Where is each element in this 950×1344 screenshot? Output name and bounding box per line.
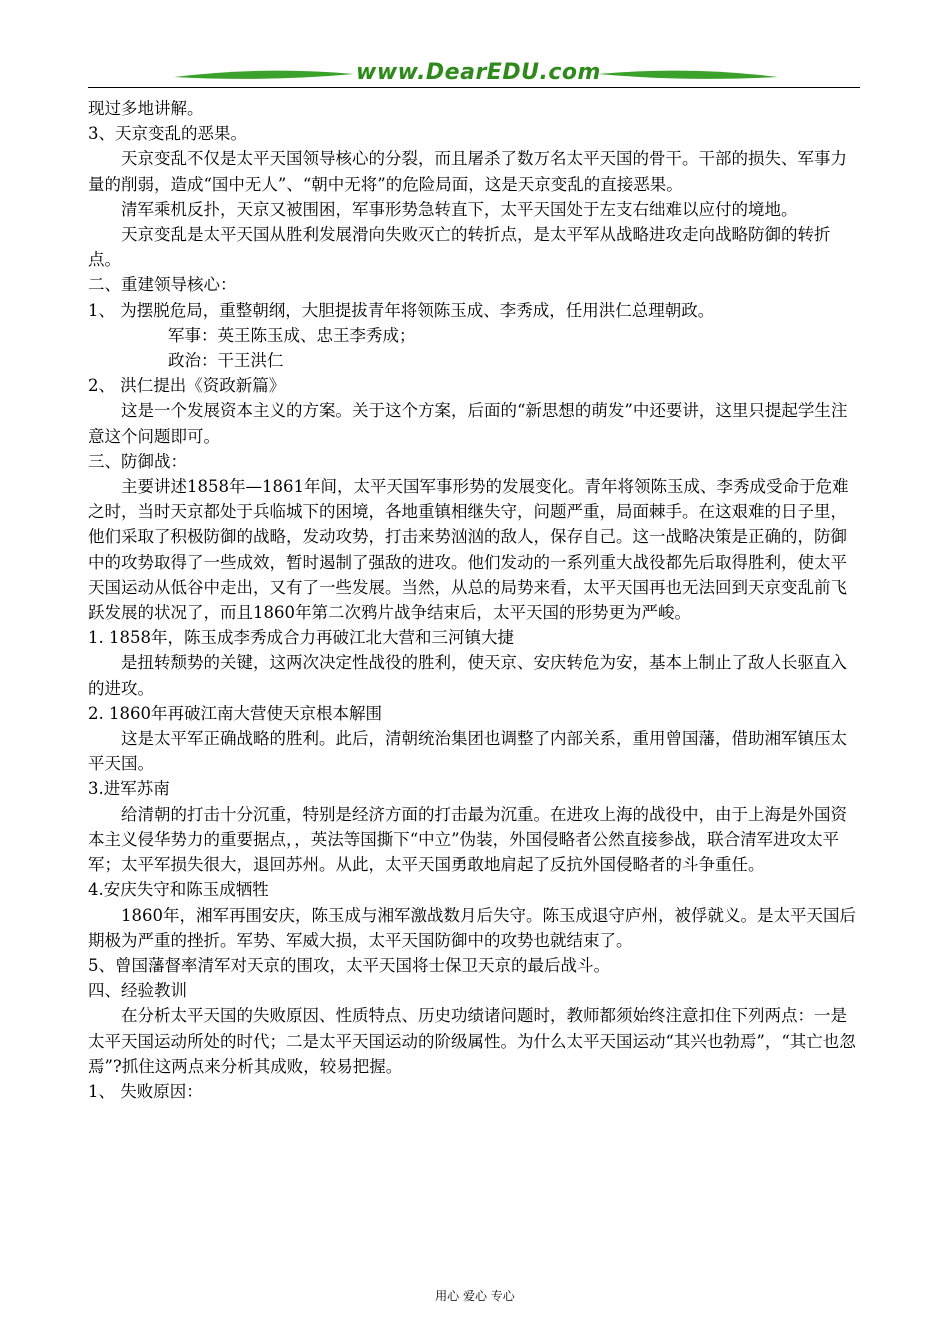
paragraph: 政治：干王洪仁 bbox=[168, 351, 284, 371]
document-body bbox=[88, 96, 860, 1104]
paragraph: 给清朝的打击十分沉重，特别是经济方面的打击最为沉重。在进攻上海的战役中，由于上海是外国资本主义侵华势力的重要据点，，英法等国撕下“中立”伪装，外国侵略者公然直接参战，联合清军进攻太平军；太平军损失很大，退回苏州。从此，太平天国勇敢地肩起了反抗外国侵略者的斗争重任。 bbox=[88, 804, 847, 875]
paragraph: 天京变乱是太平天国从胜利发展滑向失败灭亡的转折点，是太平军从战略进攻走向战略防御的转折点。 bbox=[88, 225, 831, 270]
paragraph: 主要讲述1858年—1861年间，太平天国军事形势的发展变化。青年将领陈玉成、李秀成受命于危难之时，当时天京都处于兵临城下的困境，各地重镇相继失守，问题严重，局面棘手。在这艰难的日子里，他们采取了积极防御的战略，发动攻势，打击来势汹汹的敌人，保存自己。这一战略决策是正确的，防御中的攻势取得了一些成效，暂时遏制了强敌的进攻。他们发动的一系列重大战役都先后取得胜利，使太平天国运动从低谷中走出，又有了一些发展。当然，从总的局势来看，太平天国再也无法回到天京变乱前飞跃发展的状况了，而且1860年第二次鸦片战争结束后，太平天国的形势更为严峻。 bbox=[88, 477, 849, 623]
site-logo: www.DearEDU.com bbox=[356, 60, 601, 85]
paragraph: 现过多地讲解。 bbox=[88, 99, 204, 118]
paragraph: 军事：英王陈玉成、忠王李秀成； bbox=[168, 325, 416, 345]
paragraph: 这是一个发展资本主义的方案。关于这个方案，后面的“新思想的萌发”中还要讲，这里只提起学生注意这个问题即可。 bbox=[88, 401, 848, 446]
paragraph: 在分析太平天国的失败原因、性质特点、历史功绩诸问题时，教师都须始终注意扣住下列两点：一是太平天国运动所处的时代；二是太平天国运动的阶级属性。为什么太平天国运动“其兴也勃焉”，“其亡也忽焉”?抓住这两点来分析其成败，较易把握。 bbox=[88, 1006, 856, 1076]
paragraph: 清军乘机反扑，天京又被围困，军事形势急转直下，太平天国处于左支右绌难以应付的境地。 bbox=[121, 199, 798, 219]
list-item: 5、曾国藩督率清军对天京的围攻，太平天国将士保卫天京的最后战斗。 bbox=[88, 955, 610, 975]
list-item: 2、 洪仁提出《资政新篇》 bbox=[88, 376, 286, 396]
header-rule bbox=[88, 87, 860, 88]
section-heading: 二、重建领导核心： bbox=[88, 275, 237, 295]
page-footer: 用心 爱心 专心 bbox=[435, 1289, 515, 1303]
paragraph: 是扭转颓势的关键，这两次决定性战役的胜利，使天京、安庆转危为安，基本上制止了敌人长驱直入的进攻。 bbox=[88, 653, 847, 698]
list-item: 1、 为摆脱危局，重整朝纲，大胆提拔青年将领陈玉成、李秀成，任用洪仁总理朝政。 bbox=[88, 300, 715, 320]
page-header bbox=[88, 58, 860, 90]
list-item: 3.进军苏南 bbox=[88, 779, 170, 799]
paragraph: 这是太平军正确战略的胜利。此后，清朝统治集团也调整了内部关系，重用曾国藩，借助湘军镇压太平天国。 bbox=[88, 729, 847, 774]
list-item: 4.安庆失守和陈玉成牺牲 bbox=[88, 880, 269, 900]
section-heading: 四、经验教训 bbox=[88, 981, 187, 1001]
section-heading: 三、防御战： bbox=[88, 451, 187, 471]
paragraph: 天京变乱不仅是太平天国领导核心的分裂，而且屠杀了数万名太平天国的骨干。干部的损失、军事力量的削弱，造成“国中无人”、“朝中无将”的危险局面，这是天京变乱的直接恶果。 bbox=[88, 149, 847, 194]
paragraph: 1860年，湘军再围安庆，陈玉成与湘军激战数月后失守。陈玉成退守庐州，被俘就义。是太平天国后期极为严重的挫折。军势、军威大损，太平天国防御中的攻势也就结束了。 bbox=[88, 905, 856, 950]
leaf-swoosh-left-icon bbox=[174, 68, 354, 86]
section-heading: 3、天京变乱的恶果。 bbox=[88, 124, 247, 144]
list-item: 2. 1860年再破江南大营使天京根本解围 bbox=[88, 703, 382, 723]
leaf-swoosh-right-icon bbox=[598, 68, 778, 86]
list-item: 1、 失败原因： bbox=[88, 1081, 203, 1101]
list-item: 1. 1858年，陈玉成李秀成合力再破江北大营和三河镇大捷 bbox=[88, 628, 514, 648]
